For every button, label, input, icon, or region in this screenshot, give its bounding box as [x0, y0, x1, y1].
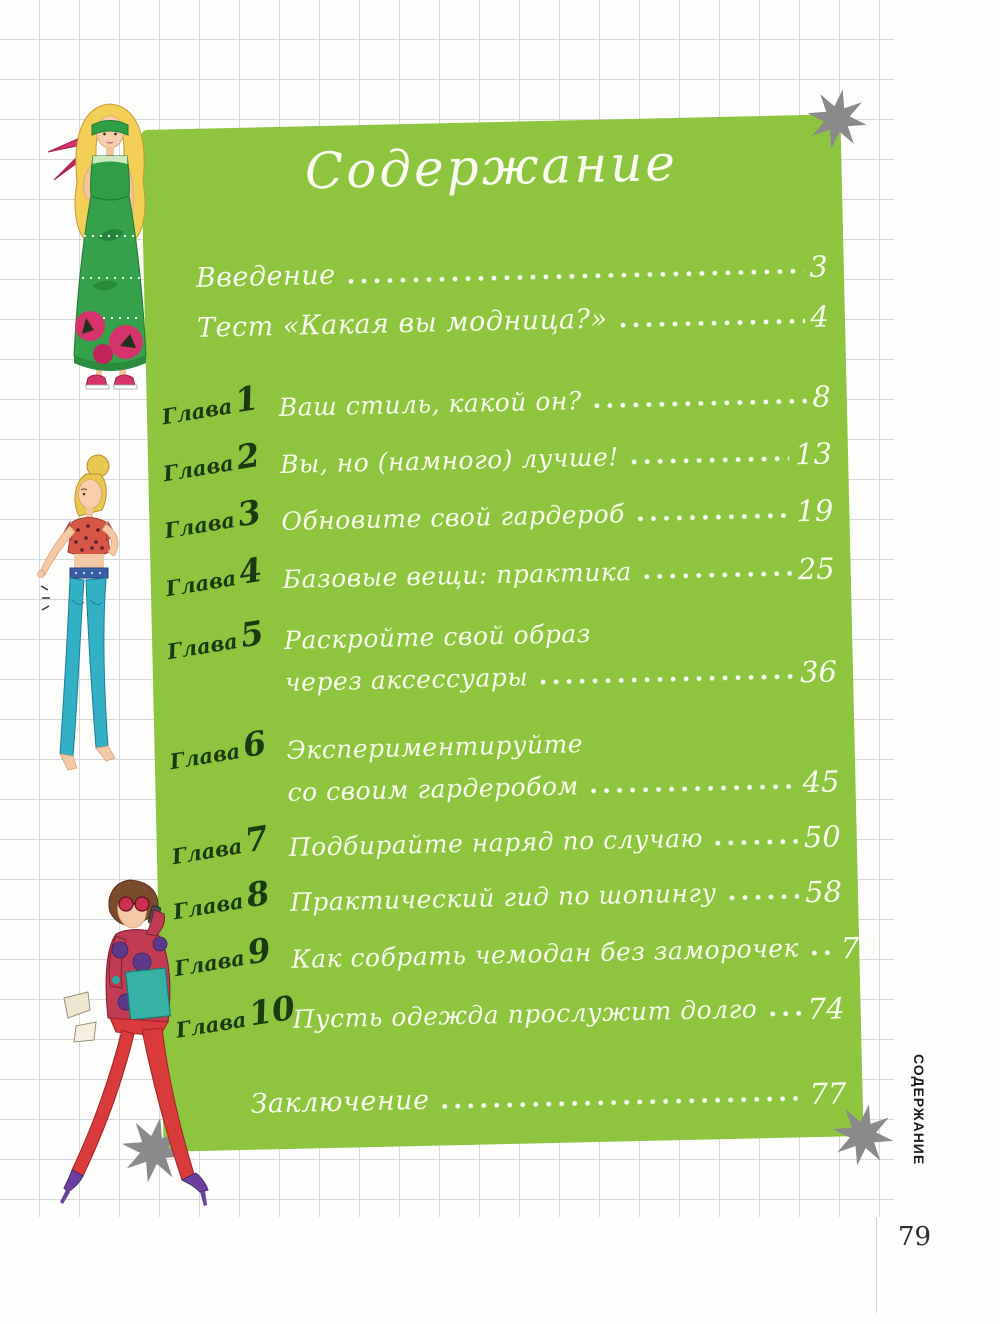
chapter-label: Глава7: [169, 817, 272, 869]
dot-leader: [729, 893, 800, 901]
page-number: 79: [898, 1222, 932, 1252]
dot-leader: [620, 318, 805, 328]
toc-entry: [174, 976, 845, 1043]
entry-title: Тест «Какая вы модница?»: [196, 303, 608, 344]
entry-title: Как собрать чемодан без заморочек: [291, 932, 800, 974]
chapter-label: Глава10: [174, 987, 298, 1043]
entry-title: Вы, но (намного) лучше!: [279, 441, 620, 479]
entry-title: Подбирайте наряд по случаю: [288, 822, 704, 862]
illustration-girl-on-phone: [30, 870, 238, 1228]
dot-leader: [644, 570, 792, 579]
illustration-girl-green-dress: [40, 90, 180, 400]
chapter-label: Глава2: [161, 434, 263, 486]
entry-title: со своим гардеробом: [287, 770, 579, 807]
dot-leader: [769, 1010, 802, 1017]
chapter-label: Глава9: [172, 929, 274, 981]
dot-leader: [715, 838, 798, 846]
entry-page-number: 4: [810, 299, 830, 334]
dot-leader: [631, 455, 789, 465]
entry-page-number: 19: [796, 493, 834, 529]
dot-leader: [540, 673, 794, 685]
toc-entry: [161, 421, 832, 488]
entry-page-number: 45: [802, 764, 840, 800]
chapter-label: Глава4: [163, 549, 265, 601]
toc-entry: [171, 859, 842, 926]
entry-title: Заключение: [250, 1084, 430, 1120]
entry-page-number: 77: [809, 1076, 847, 1112]
toc-entry: [168, 712, 840, 811]
chapter-label: Глава1: [160, 377, 262, 429]
toc-entry: [166, 602, 838, 701]
entry-page-number: 25: [797, 551, 836, 587]
entry-title: Экспериментируйте: [286, 728, 584, 765]
toc-entry: [172, 916, 879, 983]
dot-leader: [594, 398, 807, 409]
entry-title: Раскройте свой образ: [283, 618, 592, 655]
dot-leader: [442, 1095, 804, 1109]
chapter-label: Глава6: [167, 722, 269, 775]
dot-leader: [637, 512, 791, 521]
entry-title: Обновите свой гардероб: [281, 498, 626, 536]
entry-page-number: 8: [811, 379, 832, 414]
star-burst-icon: [830, 1102, 896, 1168]
chapter-label: Глава3: [162, 491, 264, 543]
entry-page-number: 3: [808, 249, 829, 284]
chapter-label: Глава8: [171, 872, 273, 924]
dot-leader: [591, 783, 797, 794]
entry-title: Ваш стиль, какой он?: [278, 385, 582, 422]
entry-title: через аксессуары: [284, 661, 529, 697]
dot-leader: [348, 268, 804, 284]
side-tab: [911, 1052, 1000, 1166]
grid-line-extension: [876, 1217, 877, 1313]
toc-panel: [140, 114, 879, 1152]
entry-title: Практический гид по шопингу: [289, 877, 717, 917]
chapter-label: Глава5: [165, 612, 267, 665]
toc-entry: [250, 1061, 847, 1127]
entry-title: Пусть одежда прослужит долго: [292, 993, 758, 1034]
side-tab-label: СОДЕРЖАНИЕ: [911, 1054, 927, 1166]
dot-leader: [811, 950, 835, 957]
toc-entry: [160, 364, 831, 431]
entry-page-number: 74: [807, 991, 845, 1027]
toc-entry: [164, 536, 835, 603]
page-title: Содержание: [304, 133, 679, 201]
entry-page-number: 50: [803, 819, 842, 855]
entry-title: Базовые вещи: практика: [282, 556, 633, 594]
entry-page-number: 36: [799, 654, 838, 690]
toc-entry: [163, 478, 834, 545]
entry-title: Введение: [195, 259, 336, 294]
illustration-girl-crop-top-jeans: [18, 450, 150, 798]
star-burst-icon: [805, 87, 869, 151]
entry-page-number: 70: [840, 930, 879, 966]
entry-page-number: 13: [794, 436, 833, 472]
entry-page-number: 58: [804, 874, 843, 910]
